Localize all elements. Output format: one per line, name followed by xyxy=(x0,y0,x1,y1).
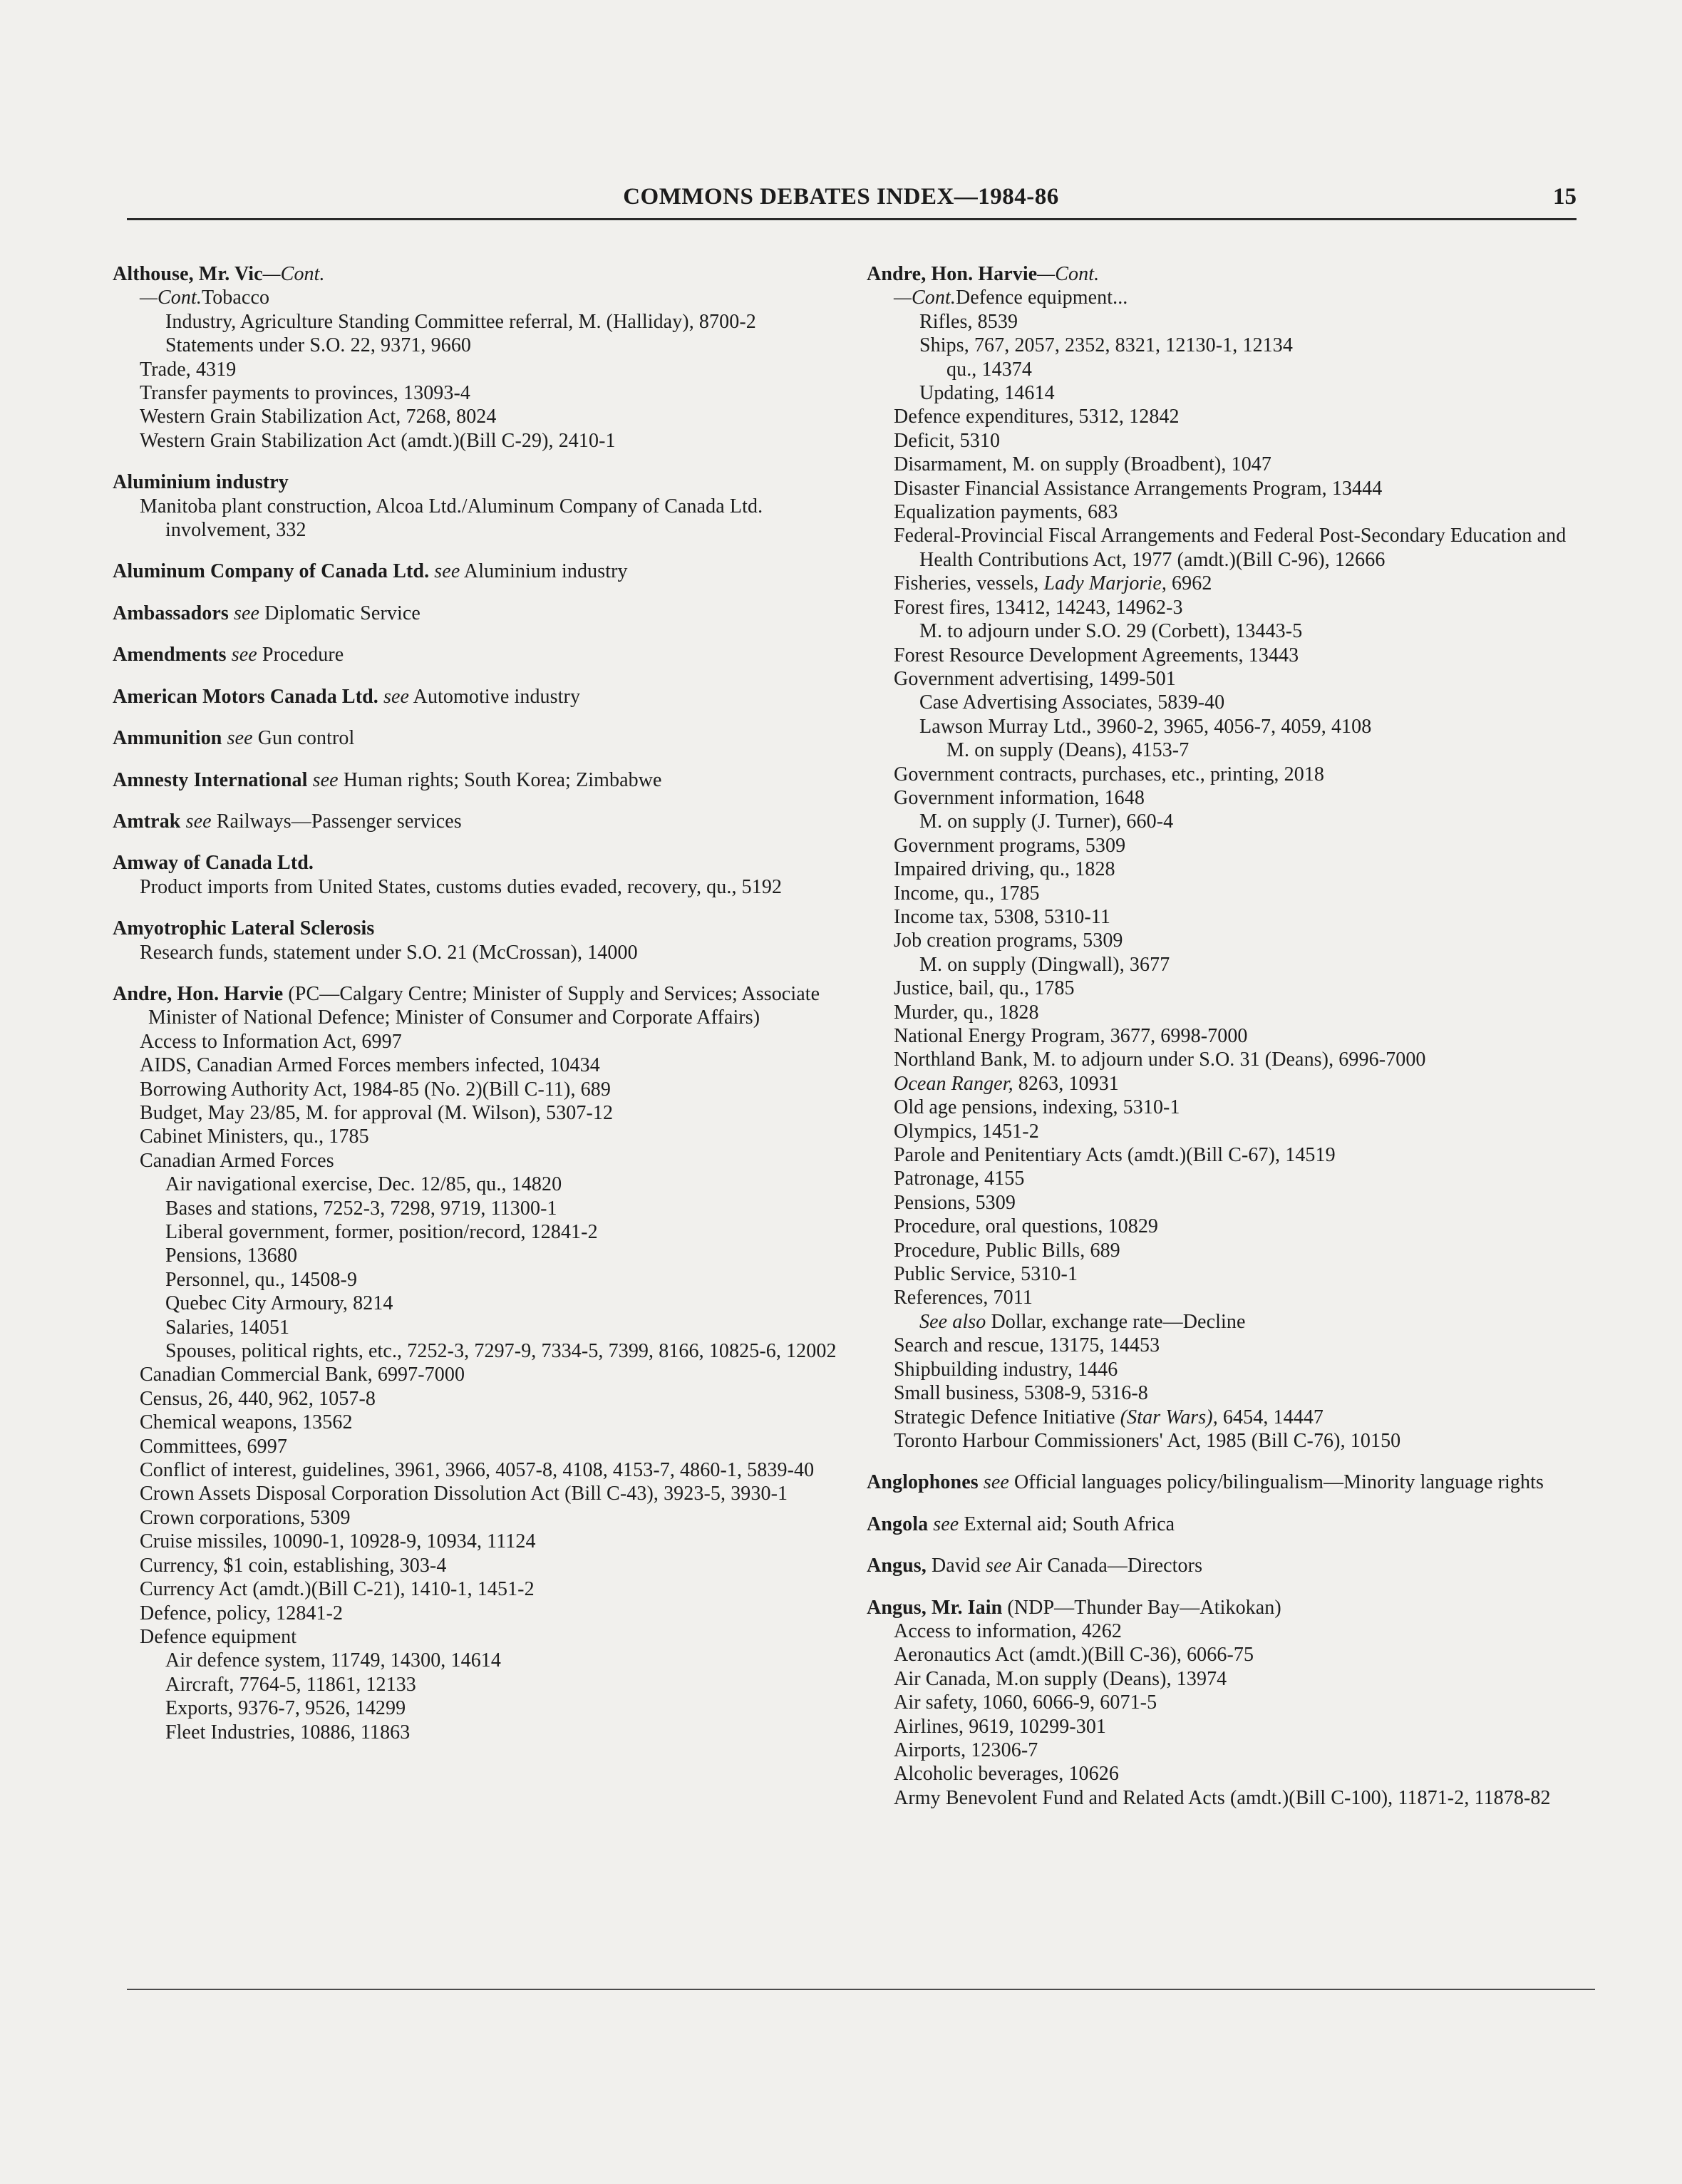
entry-text: Western Grain Stabilization Act, 7268, 8024 xyxy=(140,406,497,428)
index-subentry-line xyxy=(140,1363,854,1386)
entry-text: Disaster Financial Assistance Arrangements Program, 13444 xyxy=(894,477,1383,500)
index-heading-line xyxy=(867,262,1579,286)
entry-heading: Ammunition xyxy=(113,727,222,750)
index-entry xyxy=(113,262,854,453)
entry-text: Spouses, political rights, etc., 7252-3, 7297-9, 7334-5, 7399, 8166, 10825-6, 12002 xyxy=(165,1340,837,1363)
index-subentry-line xyxy=(140,1602,854,1625)
entry-text: Government contracts, purchases, etc., printing, 2018 xyxy=(894,763,1325,785)
index-subentry-line xyxy=(894,524,1579,572)
entry-text: Air Canada, M.on supply (Deans), 13974 xyxy=(894,1667,1227,1690)
index-heading-line xyxy=(113,726,854,750)
index-heading-line xyxy=(113,851,854,875)
entry-italic-text: see xyxy=(222,727,253,750)
index-subentry-line xyxy=(140,286,854,309)
entry-heading: Aluminum Company of Canada Ltd. xyxy=(113,560,430,583)
index-subentry-line xyxy=(894,905,1579,929)
index-subentry-line xyxy=(140,1435,854,1458)
entry-heading: Anglophones xyxy=(867,1471,979,1494)
entry-text: Tobacco xyxy=(201,287,270,309)
index-entry xyxy=(113,470,854,542)
entry-text: Currency, $1 coin, establishing, 303-4 xyxy=(140,1554,447,1577)
entry-text: Justice, bail, qu., 1785 xyxy=(894,977,1075,1000)
entry-text: Government programs, 5309 xyxy=(894,834,1126,857)
entry-italic-text: Lady Marjorie, xyxy=(1043,572,1167,595)
index-heading-line xyxy=(867,1596,1579,1619)
entry-text: Forest fires, 13412, 14243, 14962-3 xyxy=(894,596,1183,619)
index-subentry-line xyxy=(140,1387,854,1411)
entry-text: Federal-Provincial Fiscal Arrangements and Federal Post-Secondary Education and Health Contributions Act, 1977 (amdt.)(Bill C-96), 12666 xyxy=(894,525,1567,571)
entry-text: Air navigational exercise, Dec. 12/85, qu., 14820 xyxy=(165,1173,562,1196)
entry-text: Trade, 4319 xyxy=(140,358,237,381)
entry-text: (NDP—Thunder Bay—Atikokan) xyxy=(1002,1596,1281,1619)
entry-text: M. on supply (J. Turner), 660-4 xyxy=(919,810,1174,833)
entry-text: Disarmament, M. on supply (Broadbent), 1047 xyxy=(894,453,1271,476)
entry-text: Procedure, oral questions, 10829 xyxy=(894,1215,1159,1238)
index-subentry-line xyxy=(919,381,1579,405)
index-subentry-line xyxy=(165,1268,854,1292)
index-entry xyxy=(113,560,854,583)
index-subentry-line xyxy=(894,286,1579,309)
index-subentry-line xyxy=(894,1001,1579,1024)
entry-heading: Aluminium industry xyxy=(113,471,289,494)
entry-heading: Amendments xyxy=(113,644,227,666)
index-entry xyxy=(113,982,854,1744)
entry-text: Defence equipment... xyxy=(955,287,1128,309)
entry-text: Canadian Armed Forces xyxy=(140,1149,334,1172)
entry-text: 6454, 14447 xyxy=(1217,1406,1324,1428)
entry-text: Equalization payments, 683 xyxy=(894,501,1118,524)
entry-text: Crown Assets Disposal Corporation Dissolution Act (Bill C-43), 3923-5, 3930-1 xyxy=(140,1483,788,1505)
index-subentry-line xyxy=(165,334,854,357)
entry-text: Transfer payments to provinces, 13093-4 xyxy=(140,382,471,405)
index-subentry-line xyxy=(140,1054,854,1077)
index-subentry-line xyxy=(894,1072,1579,1096)
index-subentry-line xyxy=(894,977,1579,1000)
entry-text: Automotive industry xyxy=(409,685,581,708)
index-subentry-line xyxy=(140,1125,854,1148)
entry-italic-text: See also xyxy=(919,1310,986,1333)
entry-text: Air defence system, 11749, 14300, 14614 xyxy=(165,1649,501,1672)
index-subentry-line xyxy=(140,1506,854,1530)
entry-text: Air Canada—Directors xyxy=(1011,1555,1203,1577)
index-subentry-line xyxy=(894,1786,1579,1810)
index-subentry-line xyxy=(165,1173,854,1196)
index-subentry-line xyxy=(165,1292,854,1315)
index-subentry-line xyxy=(140,1411,854,1434)
index-subentry-line xyxy=(894,1167,1579,1190)
entry-text: Case Advertising Associates, 5839-40 xyxy=(919,691,1225,714)
entry-text: Search and rescue, 13175, 14453 xyxy=(894,1334,1160,1357)
index-subentry-line xyxy=(140,381,854,405)
index-subentry-line xyxy=(140,1101,854,1125)
index-subentry-line xyxy=(919,334,1579,357)
index-subentry-line xyxy=(140,1149,854,1173)
index-entry xyxy=(867,262,1579,1453)
index-column-left xyxy=(113,262,854,1744)
index-subentry-line xyxy=(894,405,1579,428)
index-heading-line xyxy=(113,262,854,286)
entry-text: Alcoholic beverages, 10626 xyxy=(894,1763,1119,1786)
index-subentry-line xyxy=(140,1577,854,1601)
index-subentry-line xyxy=(165,1197,854,1220)
page-number: 15 xyxy=(1553,184,1577,210)
index-subentry-line xyxy=(894,1048,1579,1071)
entry-text: Job creation programs, 5309 xyxy=(894,929,1123,952)
entry-text: (PC—Calgary Centre; Minister of Supply and Services; Associate Minister of National Defence; Minister of Consumer and Corporate Affairs) xyxy=(148,982,820,1029)
entry-italic-text: see xyxy=(928,1513,959,1535)
index-entry xyxy=(113,810,854,833)
index-subentry-line xyxy=(140,1530,854,1553)
entry-italic-text: —Cont. xyxy=(262,263,325,285)
index-subentry-line xyxy=(894,1381,1579,1405)
entry-italic-text: see xyxy=(226,644,257,666)
footer-rule xyxy=(127,1989,1595,1990)
index-subentry-line xyxy=(946,738,1579,762)
entry-italic-text: (Star Wars), xyxy=(1120,1406,1218,1428)
entry-text: Western Grain Stabilization Act (amdt.)(Bill C-29), 2410-1 xyxy=(140,429,616,452)
header-rule xyxy=(127,218,1577,220)
entry-text: Diplomatic Service xyxy=(259,602,420,624)
index-subentry-line xyxy=(140,1625,854,1649)
index-subentry-line xyxy=(894,644,1579,667)
index-subentry-line xyxy=(894,1619,1579,1643)
entry-text: Bases and stations, 7252-3, 7298, 9719, 11300-1 xyxy=(165,1197,557,1220)
entry-text: 6962 xyxy=(1166,572,1212,595)
entry-text: Currency Act (amdt.)(Bill C-21), 1410-1, 1451-2 xyxy=(140,1578,535,1601)
entry-text: Salaries, 14051 xyxy=(165,1316,290,1339)
index-entry xyxy=(113,768,854,792)
entry-text: Statements under S.O. 22, 9371, 9660 xyxy=(165,334,472,357)
entry-text: Gun control xyxy=(252,727,355,750)
index-column-right xyxy=(867,262,1579,1810)
entry-text: Defence equipment xyxy=(140,1625,297,1648)
entry-text: Industry, Agriculture Standing Committee referral, M. (Halliday), 8700-2 xyxy=(165,310,756,333)
index-heading-line xyxy=(113,560,854,583)
entry-text: Northland Bank, M. to adjourn under S.O. 31 (Deans), 6996-7000 xyxy=(894,1049,1426,1071)
entry-text: Income tax, 5308, 5310-11 xyxy=(894,905,1110,928)
index-heading-line xyxy=(113,643,854,666)
index-subentry-line xyxy=(919,691,1579,714)
entry-text: Rifles, 8539 xyxy=(919,310,1018,333)
entry-text: Toronto Harbour Commissioners' Act, 1985 (Bill C-76), 10150 xyxy=(894,1429,1401,1452)
entry-text: M. to adjourn under S.O. 29 (Corbett), 13443-5 xyxy=(919,620,1303,643)
index-subentry-line xyxy=(894,1024,1579,1048)
index-subentry-line xyxy=(894,500,1579,524)
entry-text: Liberal government, former, position/record, 12841-2 xyxy=(165,1221,598,1243)
index-subentry-line xyxy=(894,1143,1579,1167)
running-header-title: COMMONS DEBATES INDEX—1984-86 xyxy=(623,184,1059,210)
index-heading-line xyxy=(867,1513,1579,1536)
index-subentry-line xyxy=(165,1244,854,1267)
index-subentry-line xyxy=(894,1762,1579,1786)
entry-text: Fisheries, vessels, xyxy=(894,572,1044,595)
entry-text: Crown corporations, 5309 xyxy=(140,1506,351,1529)
entry-italic-text: see xyxy=(429,560,460,583)
entry-text: Defence expenditures, 5312, 12842 xyxy=(894,406,1180,428)
entry-heading: American Motors Canada Ltd. xyxy=(113,685,378,708)
index-entry xyxy=(113,917,854,964)
index-subentry-line xyxy=(894,477,1579,500)
entry-text: Census, 26, 440, 962, 1057-8 xyxy=(140,1387,376,1410)
index-subentry-line xyxy=(894,882,1579,905)
entry-text: Borrowing Authority Act, 1984-85 (No. 2)(Bill C-11), 689 xyxy=(140,1078,611,1101)
entry-text: Airlines, 9619, 10299-301 xyxy=(894,1715,1107,1738)
entry-text: Official languages policy/bilingualism—Minority language rights xyxy=(1008,1471,1544,1494)
entry-text: Quebec City Armoury, 8214 xyxy=(165,1292,393,1315)
entry-text: Government advertising, 1499-501 xyxy=(894,667,1176,690)
entry-text: Canadian Commercial Bank, 6997-7000 xyxy=(140,1364,465,1386)
entry-heading: Amtrak xyxy=(113,810,181,833)
index-subentry-line xyxy=(140,941,854,964)
index-entry xyxy=(867,1470,1579,1494)
entry-text: Exports, 9376-7, 9526, 14299 xyxy=(165,1697,406,1720)
entry-text: Pensions, 5309 xyxy=(894,1191,1016,1214)
entry-text: Murder, qu., 1828 xyxy=(894,1001,1039,1024)
index-subentry-line xyxy=(894,667,1579,691)
entry-heading: Angola xyxy=(867,1513,929,1535)
entry-text: Pensions, 13680 xyxy=(165,1245,298,1267)
index-subentry-line xyxy=(140,405,854,428)
entry-text: Budget, May 23/85, M. for approval (M. Wilson), 5307-12 xyxy=(140,1101,614,1124)
index-heading-line xyxy=(113,768,854,792)
entry-heading: Amway of Canada Ltd. xyxy=(113,852,314,875)
index-subentry-line xyxy=(894,1429,1579,1453)
entry-text: National Energy Program, 3677, 6998-7000 xyxy=(894,1025,1248,1047)
entry-text: Parole and Penitentiary Acts (amdt.)(Bill C-67), 14519 xyxy=(894,1144,1336,1167)
index-subentry-line xyxy=(894,1120,1579,1143)
entry-text: Lawson Murray Ltd., 3960-2, 3965, 4056-7, 4059, 4108 xyxy=(919,715,1372,738)
index-heading-line xyxy=(867,1554,1579,1577)
entry-text: Updating, 14614 xyxy=(919,382,1055,405)
entry-text: Strategic Defence Initiative xyxy=(894,1406,1120,1428)
entry-text: Access to Information Act, 6997 xyxy=(140,1030,402,1053)
index-subentry-line xyxy=(919,715,1579,738)
index-subentry-line xyxy=(919,310,1579,334)
index-entry xyxy=(113,726,854,750)
entry-text: Cruise missiles, 10090-1, 10928-9, 10934, 11124 xyxy=(140,1530,536,1553)
index-subentry-line xyxy=(140,1554,854,1577)
index-subentry-line xyxy=(894,596,1579,619)
index-heading-line xyxy=(113,810,854,833)
entry-text: Old age pensions, indexing, 5310-1 xyxy=(894,1096,1180,1119)
entry-text: Manitoba plant construction, Alcoa Ltd./Aluminum Company of Canada Ltd. involvement, 332 xyxy=(140,495,763,542)
entry-text: Defence, policy, 12841-2 xyxy=(140,1602,344,1624)
index-subentry-line xyxy=(894,1406,1579,1429)
entry-heading: Angus, xyxy=(867,1555,927,1577)
entry-italic-text: —Cont. xyxy=(1037,263,1100,285)
index-subentry-line xyxy=(894,1643,1579,1667)
entry-text: Aluminium industry xyxy=(460,560,628,583)
entry-italic-text: Ocean Ranger, xyxy=(894,1072,1013,1095)
index-subentry-line xyxy=(165,1696,854,1720)
index-subentry-line xyxy=(894,763,1579,786)
entry-text: External aid; South Africa xyxy=(959,1513,1175,1535)
entry-heading: Andre, Hon. Harvie xyxy=(113,982,284,1005)
entry-text: Income, qu., 1785 xyxy=(894,882,1040,905)
entry-text: Access to information, 4262 xyxy=(894,1619,1122,1642)
index-subentry-line xyxy=(140,1458,854,1482)
entry-text: Impaired driving, qu., 1828 xyxy=(894,858,1115,881)
index-entry xyxy=(867,1596,1579,1810)
entry-text: Olympics, 1451-2 xyxy=(894,1120,1039,1143)
index-subentry-line xyxy=(946,358,1579,381)
entry-text: Patronage, 4155 xyxy=(894,1168,1025,1190)
entry-text: Army Benevolent Fund and Related Acts (amdt.)(Bill C-100), 11871-2, 11878-82 xyxy=(894,1786,1551,1809)
index-subentry-line xyxy=(894,1096,1579,1119)
entry-italic-text: see xyxy=(980,1555,1012,1577)
entry-text: References, 7011 xyxy=(894,1287,1033,1309)
index-subentry-line xyxy=(894,1691,1579,1714)
entry-text: Railways—Passenger services xyxy=(211,810,462,833)
index-subentry-line xyxy=(894,1215,1579,1238)
index-entry xyxy=(113,851,854,899)
entry-text: Public Service, 5310-1 xyxy=(894,1263,1078,1286)
index-subentry-line xyxy=(894,1334,1579,1357)
entry-italic-text: see xyxy=(180,810,212,833)
entry-text: Committees, 6997 xyxy=(140,1435,287,1458)
entry-text: Dollar, exchange rate—Decline xyxy=(986,1310,1246,1333)
index-subentry-line xyxy=(165,1649,854,1672)
index-subentry-line xyxy=(894,1739,1579,1762)
entry-text: Ships, 767, 2057, 2352, 8321, 12130-1, 12134 xyxy=(919,334,1293,357)
index-subentry-line xyxy=(165,1220,854,1244)
entry-text: Government information, 1648 xyxy=(894,786,1145,809)
index-subentry-line xyxy=(894,834,1579,857)
entry-heading: Ambassadors xyxy=(113,602,229,624)
entry-text: Fleet Industries, 10886, 11863 xyxy=(165,1721,411,1743)
index-subentry-line xyxy=(140,495,854,542)
entry-text: AIDS, Canadian Armed Forces members infected, 10434 xyxy=(140,1054,600,1077)
entry-italic-text: see xyxy=(307,768,339,791)
index-subentry-line xyxy=(165,1339,854,1363)
index-subentry-line xyxy=(140,875,854,899)
entry-italic-text: see xyxy=(228,602,260,624)
entry-text: M. on supply (Dingwall), 3677 xyxy=(919,953,1170,976)
entry-text: Product imports from United States, customs duties evaded, recovery, qu., 5192 xyxy=(140,875,783,898)
index-entry xyxy=(113,602,854,625)
index-subentry-line xyxy=(894,1358,1579,1381)
entry-text: Deficit, 5310 xyxy=(894,429,1001,452)
index-subentry-line xyxy=(919,810,1579,833)
entry-text: Air safety, 1060, 6066-9, 6071-5 xyxy=(894,1691,1157,1714)
index-subentry-line xyxy=(894,572,1579,595)
index-subentry-line xyxy=(140,429,854,453)
index-subentry-line xyxy=(165,1316,854,1339)
index-subentry-line xyxy=(894,453,1579,476)
entry-text: Personnel, qu., 14508-9 xyxy=(165,1268,358,1291)
index-entry xyxy=(867,1513,1579,1536)
index-entry xyxy=(113,685,854,709)
index-subentry-line xyxy=(919,619,1579,643)
index-subentry-line xyxy=(165,1721,854,1744)
entry-text: Forest Resource Development Agreements, 13443 xyxy=(894,644,1299,666)
entry-text: Aircraft, 7764-5, 11861, 12133 xyxy=(165,1673,416,1696)
index-heading-line xyxy=(113,917,854,940)
index-entry xyxy=(867,1554,1579,1577)
entry-heading: Amnesty International xyxy=(113,768,308,791)
index-subentry-line xyxy=(894,1191,1579,1215)
entry-text: Conflict of interest, guidelines, 3961, 3966, 4057-8, 4108, 4153-7, 4860-1, 5839-40 xyxy=(140,1459,815,1482)
entry-text: Cabinet Ministers, qu., 1785 xyxy=(140,1126,369,1148)
index-subentry-line xyxy=(919,1310,1579,1334)
entry-text: qu., 14374 xyxy=(946,358,1032,381)
index-subentry-line xyxy=(140,1078,854,1101)
entry-heading: Andre, Hon. Harvie xyxy=(867,263,1038,285)
index-subentry-line xyxy=(894,1286,1579,1309)
index-subentry-line xyxy=(894,929,1579,952)
entry-text: Airports, 12306-7 xyxy=(894,1739,1038,1761)
entry-italic-text: —Cont. xyxy=(894,287,956,309)
entry-text: David xyxy=(926,1555,981,1577)
index-subentry-line xyxy=(894,1715,1579,1739)
index-heading-line xyxy=(113,982,854,1030)
entry-text: Research funds, statement under S.O. 21 (McCrossan), 14000 xyxy=(140,941,638,964)
index-subentry-line xyxy=(894,1262,1579,1286)
entry-heading: Angus, Mr. Iain xyxy=(867,1596,1003,1619)
index-subentry-line xyxy=(894,1239,1579,1262)
index-heading-line xyxy=(113,602,854,625)
index-heading-line xyxy=(113,470,854,494)
entry-text: Aeronautics Act (amdt.)(Bill C-36), 6066-75 xyxy=(894,1644,1254,1667)
entry-text: Shipbuilding industry, 1446 xyxy=(894,1358,1118,1381)
index-subentry-line xyxy=(140,1482,854,1505)
index-subentry-line xyxy=(165,1673,854,1696)
index-subentry-line xyxy=(894,786,1579,810)
index-subentry-line xyxy=(894,857,1579,881)
index-subentry-line xyxy=(165,310,854,334)
index-subentry-line xyxy=(919,953,1579,977)
entry-text: Human rights; South Korea; Zimbabwe xyxy=(338,768,662,791)
entry-italic-text: see xyxy=(378,685,410,708)
entry-heading: Amyotrophic Lateral Sclerosis xyxy=(113,917,375,940)
index-subentry-line xyxy=(894,429,1579,453)
entry-text: Small business, 5308-9, 5316-8 xyxy=(894,1382,1148,1405)
entry-text: Procedure xyxy=(257,644,344,666)
index-entry xyxy=(113,643,854,666)
index-subentry-line xyxy=(894,1667,1579,1691)
entry-heading: Althouse, Mr. Vic xyxy=(113,263,263,285)
entry-italic-text: —Cont. xyxy=(140,287,202,309)
entry-text: Procedure, Public Bills, 689 xyxy=(894,1239,1120,1262)
entry-text: M. on supply (Deans), 4153-7 xyxy=(946,739,1190,762)
entry-text: Chemical weapons, 13562 xyxy=(140,1411,353,1434)
index-heading-line xyxy=(113,685,854,709)
index-subentry-line xyxy=(140,1030,854,1054)
index-heading-line xyxy=(867,1470,1579,1494)
entry-italic-text: see xyxy=(978,1471,1009,1494)
entry-text: 8263, 10931 xyxy=(1013,1072,1119,1095)
index-subentry-line xyxy=(140,358,854,381)
